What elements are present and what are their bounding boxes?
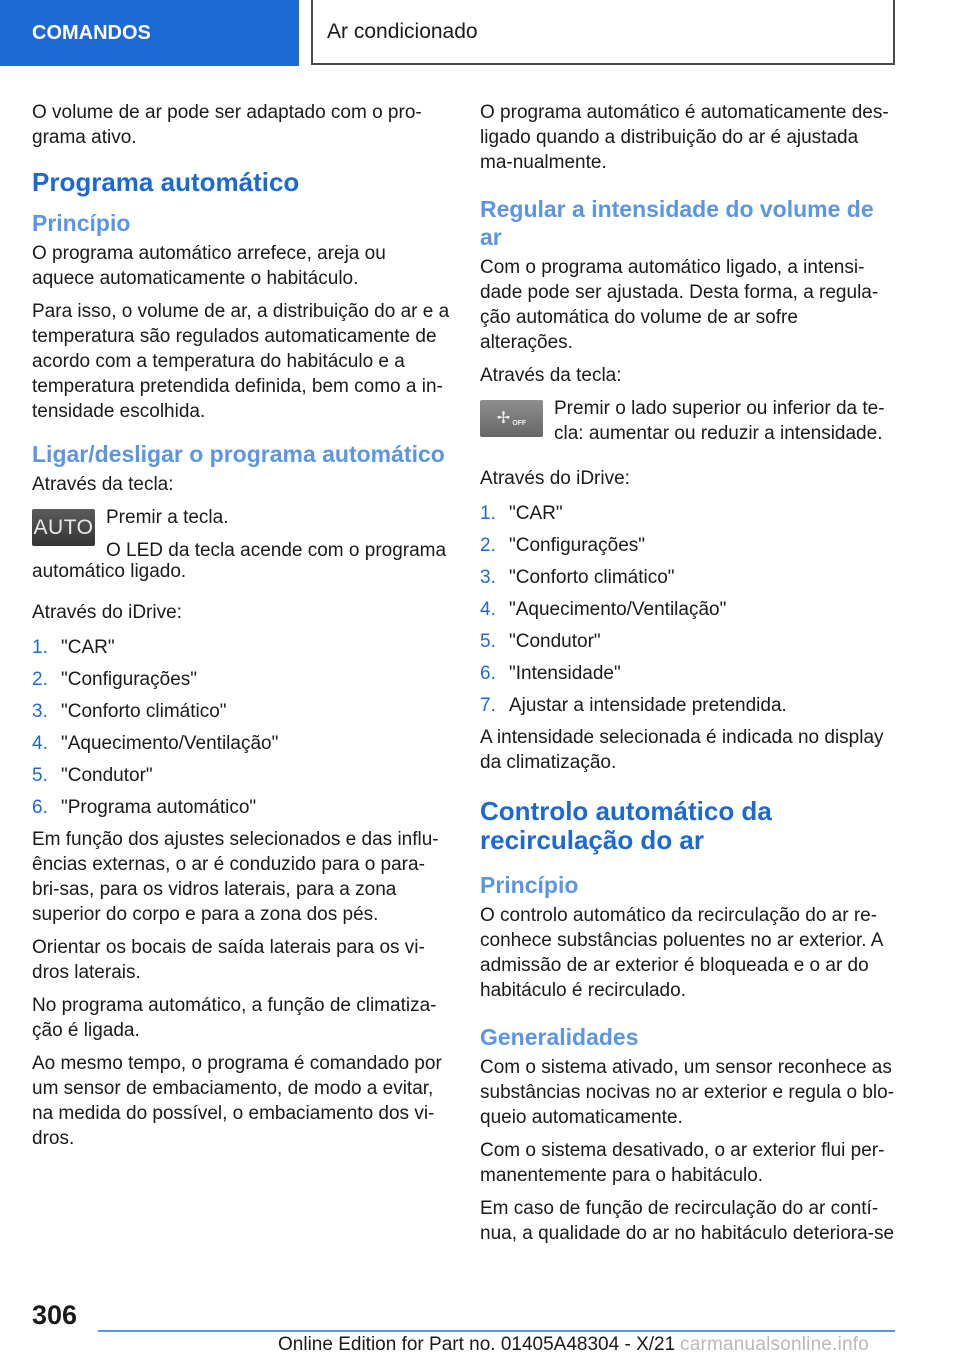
- list-item: [480, 693, 896, 718]
- intro-paragraph: O volume de ar pode ser adaptado com o pro-grama ativo.: [32, 102, 422, 148]
- step-number: 1.: [480, 503, 496, 524]
- list-item: [32, 731, 450, 756]
- list-item: [32, 763, 450, 788]
- key-instruction-text: [106, 505, 446, 563]
- step-text: "CAR": [509, 503, 563, 524]
- step-text: "Conforto climático": [61, 701, 227, 722]
- page-number: 306: [32, 1300, 78, 1330]
- step-number: 4.: [32, 733, 48, 754]
- step-text: "CAR": [61, 637, 115, 658]
- footer-edition: Online Edition for Part no. 01405A48304 - X/21: [278, 1334, 676, 1355]
- left-column: [32, 100, 450, 1159]
- step-number: 6.: [32, 797, 48, 818]
- paragraph: O programa automático arrefece, areja ou aquece automaticamente o habitáculo.: [32, 243, 386, 289]
- list-item: [32, 795, 450, 820]
- list-item: [32, 635, 450, 660]
- list-item: [480, 661, 896, 686]
- fan-icon: ✢: [496, 409, 511, 427]
- right-column: [480, 100, 896, 1254]
- list-item: [32, 667, 450, 692]
- step-text: "Aquecimento/Ventilação": [509, 599, 727, 620]
- step-number: 4.: [480, 599, 496, 620]
- heading-principle: Princípio: [480, 872, 579, 898]
- paragraph: Para isso, o volume de ar, a distribuição do ar e a temperatura são regulados automaticamente de acordo com a temperatura do habitáculo e a temperatura pretendida definida, bem como a in-tensidade escolhida.: [32, 301, 450, 422]
- heading-intensity: Regular a intensidade do volume de ar: [480, 196, 874, 250]
- auto-key-icon: [32, 509, 95, 546]
- paragraph: Com o sistema ativado, um sensor reconhece as substâncias nocivas no ar exterior e regula o blo-queio automaticamente.: [480, 1057, 895, 1128]
- paragraph: Em caso de função de recirculação do ar contí-nua, a qualidade do ar no habitáculo deteriora-se: [480, 1198, 895, 1244]
- paragraph: O LED da tecla acende com o programa: [106, 540, 447, 561]
- paragraph: Em função dos ajustes selecionados e das influ-ências externas, o ar é conduzido para o para-bri-sas, para os vidros laterais, para a zona superior do corpo e para a zona dos pés.: [32, 829, 439, 925]
- section-title: COMANDOS: [32, 21, 151, 44]
- paragraph: automático ligado.: [32, 561, 187, 582]
- paragraph: Premir a tecla.: [106, 507, 229, 528]
- heading-recirculation: Controlo automático da recirculação do ar: [480, 796, 772, 855]
- paragraph: O programa automático é automaticamente des-ligado quando a distribuição do ar é ajustada ma-nualmente.: [480, 102, 889, 173]
- idrive-steps-list: [32, 635, 450, 820]
- header-section-tab: [0, 0, 299, 66]
- paragraph: Com o sistema desativado, o ar exterior flui per-manentemente para o habitáculo.: [480, 1140, 885, 1186]
- step-text: "Intensidade": [509, 663, 621, 684]
- heading-automatic-program: Programa automático: [32, 167, 300, 197]
- key-instruction: [32, 505, 450, 563]
- step-number: 7.: [480, 695, 496, 716]
- paragraph-via-key: Através da tecla:: [480, 365, 622, 386]
- paragraph: Premir o lado superior ou inferior da te-cla: aumentar ou reduzir a intensidade.: [554, 398, 885, 444]
- heading-principle: Princípio: [32, 210, 131, 236]
- step-text: "Condutor": [61, 765, 153, 786]
- step-text: "Programa automático": [61, 797, 257, 818]
- footer-divider: [98, 1330, 895, 1332]
- step-text: "Condutor": [509, 631, 601, 652]
- key-instruction: [480, 396, 896, 454]
- paragraph: O controlo automático da recirculação do ar re-conhece substâncias poluentes no ar exterior. A admissão de ar exterior é bloqueada e o ar do habitáculo é recirculado.: [480, 905, 883, 1001]
- paragraph: A intensidade selecionada é indicada no display da climatização.: [480, 727, 884, 773]
- step-number: 3.: [480, 567, 496, 588]
- paragraph: Ao mesmo tempo, o programa é comandado por um sensor de embaciamento, de modo a evitar, na medida do possível, o embaciamento dos vi-dros.: [32, 1053, 442, 1149]
- heading-general: Generalidades: [480, 1024, 639, 1050]
- fan-off-label: OFF: [512, 420, 527, 427]
- paragraph: No programa automático, a função de climatiza-ção é ligada.: [32, 995, 437, 1041]
- step-text: "Configurações": [61, 669, 198, 690]
- auto-key-label: AUTO: [33, 515, 94, 539]
- step-text: "Conforto climático": [509, 567, 675, 588]
- chapter-title: Ar condicionado: [327, 19, 478, 43]
- header-chapter: [311, 0, 895, 65]
- paragraph-via-key: Através da tecla:: [32, 474, 174, 495]
- paragraph-via-idrive: Através do iDrive:: [480, 468, 630, 489]
- step-text: "Aquecimento/Ventilação": [61, 733, 279, 754]
- list-item: [480, 501, 896, 526]
- paragraph: Com o programa automático ligado, a intensi-dade pode ser ajustada. Desta forma, a regula-ção automática do volume de ar sofre alterações.: [480, 257, 879, 353]
- step-number: 6.: [480, 663, 496, 684]
- list-item: [480, 597, 896, 622]
- step-number: 2.: [32, 669, 48, 690]
- step-number: 5.: [480, 631, 496, 652]
- step-text: Ajustar a intensidade pretendida.: [509, 695, 787, 716]
- step-number: 5.: [32, 765, 48, 786]
- list-item: [480, 533, 896, 558]
- step-number: 1.: [32, 637, 48, 658]
- step-text: "Configurações": [509, 535, 646, 556]
- step-number: 2.: [480, 535, 496, 556]
- watermark: carmanualsonline.info: [680, 1334, 870, 1355]
- paragraph-via-idrive: Através do iDrive:: [32, 602, 182, 623]
- fan-key-icon: [480, 400, 543, 437]
- key-instruction-text: [554, 396, 896, 454]
- idrive-steps-list: [480, 501, 896, 718]
- list-item: [32, 699, 450, 724]
- step-number: 3.: [32, 701, 48, 722]
- list-item: [480, 629, 896, 654]
- paragraph: Orientar os bocais de saída laterais para os vi-dros laterais.: [32, 937, 425, 983]
- list-item: [480, 565, 896, 590]
- heading-on-off: Ligar/desligar o programa automático: [32, 441, 445, 467]
